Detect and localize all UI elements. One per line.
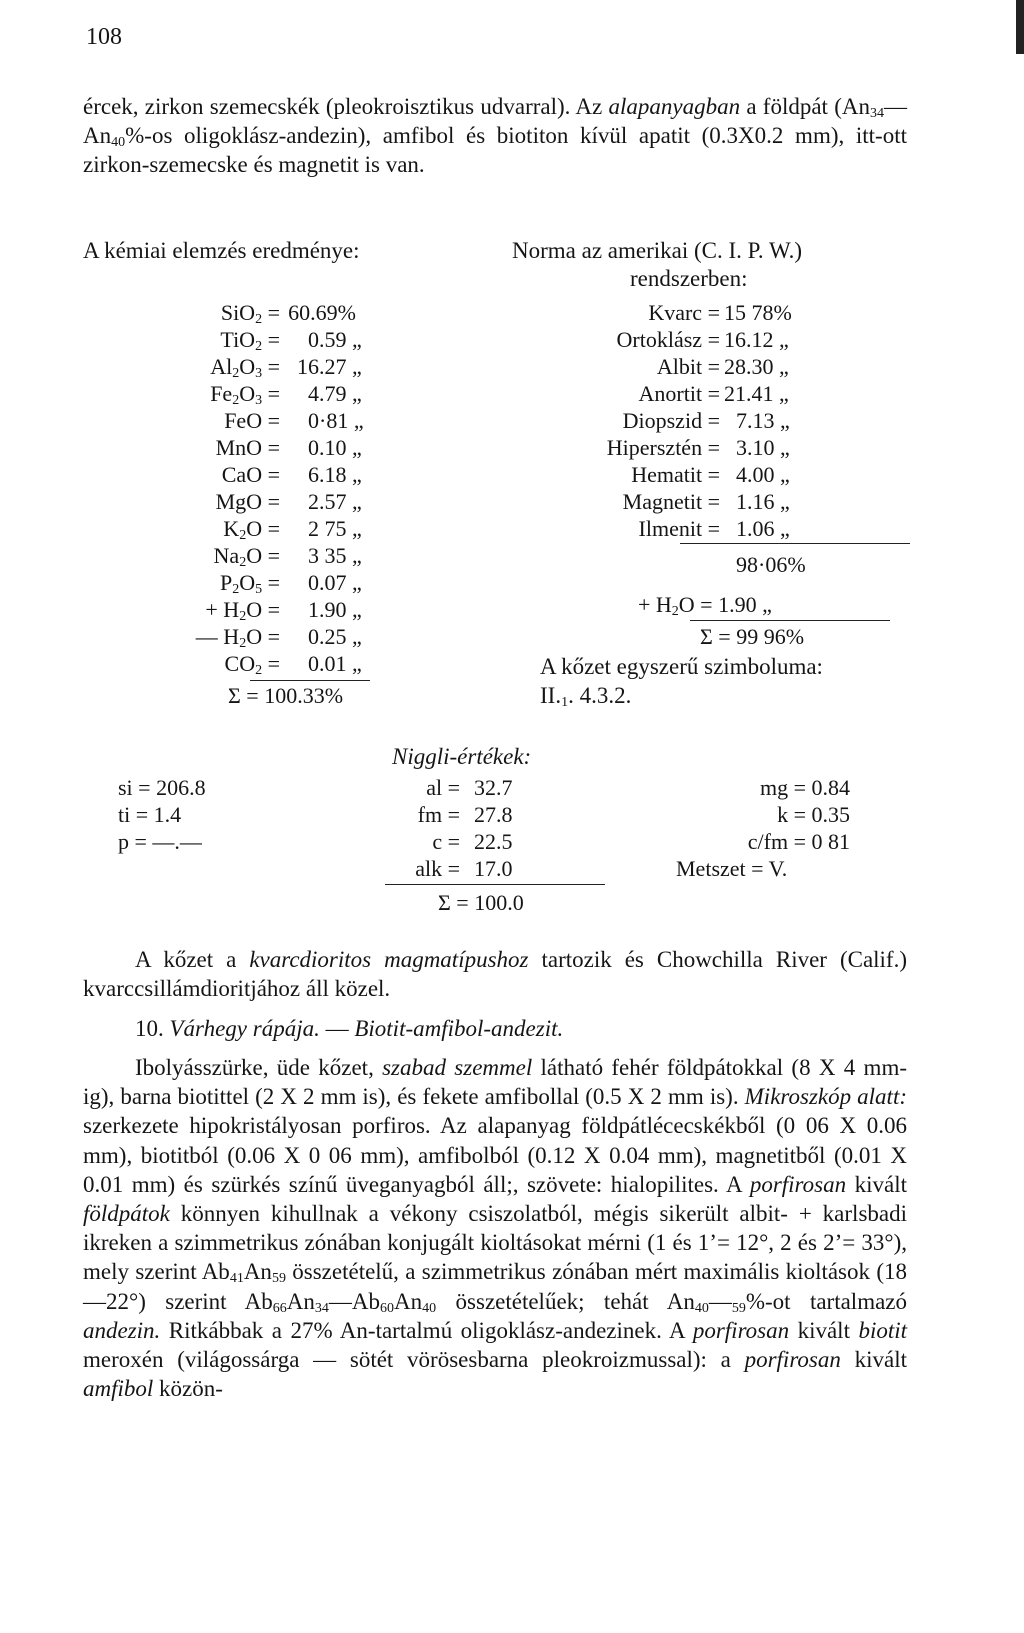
paragraph-intro: ércek, zirkon szemecskék (pleokroisztikus udvarral). Az alapanyagban a földpát ($An_{34}—An_{40}\%-os$ oligoklász-andezin), amfibol és biotiton kívül apatit (0.3X0.2 mm), itt-ott zirkon-szemecske és magnetit is van. bbox=[83, 94, 907, 178]
chem-name: TiO$_2$ = bbox=[220, 327, 280, 354]
niggli-title: Niggli-értékek: bbox=[392, 744, 532, 769]
norm-subtotal: 98·06% bbox=[736, 552, 806, 577]
chem-value: 16.27 „ bbox=[297, 354, 362, 379]
norm-value: 1.16 „ bbox=[736, 489, 790, 514]
niggli-al: al = bbox=[426, 775, 460, 800]
niggli-al-value: 32.7 bbox=[474, 775, 513, 800]
niggli-c-value: 22.5 bbox=[474, 829, 513, 854]
paragraph-description: Ibolyásszürke, üde kőzet, szabad szemmel látható fehér földpátokkal (8 X 4 mm-ig), barna biotittel (2 X 2 mm is), és fekete amfibollal (0.5 X 2 mm is). Mikroszkóp alatt: szerkezete hipokristályosan porfiros. Az alapanyag földpátlécecskékből (0 06 X 0.06 mm), biotitból (0.06 X 0 06 mm), amfibolból (0.12 X 0.04 mm), magnetitből (0.01 X 0.01 mm) és szürkés színű üveganyagból áll;, szövete: hialopilites. A porfirosan kivált földpátok könnyen kihullnak a vékony csiszolatból, mégis sikerült albit- + karlsbadi ikreken a szimmetrikus zónában konjugált kioltásokat mérni (1 és 1’= 12°, 2 és 2’= 33°), mely szerint $Ab_{41}An_{59}$ összetételű, a szimmetrikus zónában mért maximális kioltások (18—22°) szerint $Ab_{66}An_{34}—Ab_{60}An_{40}$ összetételűek; tehát $An_{40}—_{59}\%-ot$ tartalmazó andezin. Ritkábbak a 27% An-tartalmú oligoklász-andezinek. A porfirosan kivált biotit meroxén (világossárga — sötét vörösesbarna pleokroizmussal): a porfirosan kivált amfibol közön- bbox=[83, 1055, 908, 1402]
sum-rule bbox=[250, 680, 370, 681]
rock-symbol-value: $II._1$. 4.3.2. bbox=[540, 683, 632, 710]
chem-name: — $H_2O$ = bbox=[195, 624, 280, 651]
chem-value: 2.57 „ bbox=[308, 489, 362, 514]
norm-sum: Σ = 99 96% bbox=[700, 624, 805, 649]
chem-name: FeO = bbox=[224, 408, 280, 433]
page-number: 108 bbox=[86, 24, 122, 50]
chem-value: 4.79 „ bbox=[308, 381, 362, 406]
niggli-fm: fm = bbox=[417, 802, 460, 827]
rock-symbol-label: A kőzet egyszerű szimboluma: bbox=[540, 654, 823, 679]
scan-edge-mark bbox=[1016, 0, 1024, 54]
norm-value: 4.00 „ bbox=[736, 462, 790, 487]
norm-mineral: Hipersztén = bbox=[606, 435, 720, 460]
chem-value: 0.10 „ bbox=[308, 435, 362, 460]
niggli-sum: Σ = 100.0 bbox=[438, 890, 524, 915]
niggli-alk-value: 17.0 bbox=[474, 856, 513, 881]
niggli-p: p = —.— bbox=[118, 829, 202, 854]
norm-value: 21.41 „ bbox=[724, 381, 789, 406]
niggli-si: si = 206.8 bbox=[118, 775, 206, 800]
norm-value: 3.10 „ bbox=[736, 435, 790, 460]
chem-value: 0.01 „ bbox=[308, 651, 362, 676]
chem-value: 1.90 „ bbox=[308, 597, 362, 622]
niggli-c-fm: c/fm = 0 81 bbox=[747, 829, 850, 854]
norm-value: 7.13 „ bbox=[736, 408, 790, 433]
chem-name: $K_2O$ = bbox=[223, 516, 280, 543]
chem-value: 0.07 „ bbox=[308, 570, 362, 595]
niggli-sum-rule bbox=[385, 884, 605, 885]
chem-value: 3 35 „ bbox=[308, 543, 362, 568]
norm-value: 28.30 „ bbox=[724, 354, 789, 379]
niggli-c: c = bbox=[432, 829, 460, 854]
paragraph-comparison: A kőzet a kvarcdioritos magmatípushoz tartozik és Chowchilla River (Calif.) kvarccsillámdioritjához áll közel. bbox=[83, 947, 908, 1002]
norm-value: 1.06 „ bbox=[736, 516, 790, 541]
norm-value: 16.12 „ bbox=[724, 327, 789, 352]
chem-name: $Al_2O_3$ = bbox=[210, 354, 280, 381]
chem-value: 2 75 „ bbox=[308, 516, 362, 541]
chem-value: 0.59 „ bbox=[308, 327, 362, 352]
norm-mineral: Ilmenit = bbox=[638, 516, 720, 541]
chem-name: MgO = bbox=[215, 489, 280, 514]
norm-mineral: Magnetit = bbox=[622, 489, 720, 514]
chem-name: $Fe_2O_3$ = bbox=[210, 381, 280, 408]
norm-heading-2: rendszerben: bbox=[630, 266, 748, 291]
chem-name: SiO$_2$ = bbox=[220, 300, 280, 327]
chem-name: + $H_2O$ = bbox=[205, 597, 280, 624]
chem-name: $P_2O_5$ = bbox=[219, 570, 280, 597]
subtotal-rule bbox=[680, 543, 910, 544]
niggli-fm-value: 27.8 bbox=[474, 802, 513, 827]
norm-mineral: Hematit = bbox=[631, 462, 720, 487]
niggli-k: k = 0.35 bbox=[777, 802, 850, 827]
niggli-alk: alk = bbox=[415, 856, 460, 881]
chem-name: $CO_2$ = bbox=[224, 651, 280, 678]
niggli-mg: mg = 0.84 bbox=[759, 775, 850, 800]
norm-mineral: Ortoklász = bbox=[616, 327, 720, 352]
chem-value: 60.69% bbox=[288, 300, 356, 325]
norm-heading: Norma az amerikai (C. I. P. W.) bbox=[512, 238, 802, 263]
chem-name: CaO = bbox=[221, 462, 280, 487]
niggli-ti: ti = 1.4 bbox=[118, 802, 182, 827]
norm-value: 15 78% bbox=[724, 300, 792, 325]
norm-mineral: Anortit = bbox=[638, 381, 720, 406]
chem-heading: A kémiai elemzés eredménye: bbox=[83, 238, 360, 263]
section-type: Metszet = V. bbox=[676, 856, 788, 881]
chem-name: $Na_2O$ = bbox=[213, 543, 280, 570]
chem-value: 6.18 „ bbox=[308, 462, 362, 487]
sum-rule bbox=[690, 620, 890, 621]
chem-sum: Σ = 100.33% bbox=[228, 683, 344, 708]
section-heading: 10. Várhegy rápája. — Biotit-amfibol-andezit. bbox=[135, 1016, 564, 1041]
chem-value: 0·81 „ bbox=[308, 408, 364, 433]
norm-mineral: Diopszid = bbox=[622, 408, 720, 433]
norm-mineral: Kvarc = bbox=[648, 300, 720, 325]
norm-h2o: + $H_2O = 1.90$ „ bbox=[638, 592, 772, 619]
chem-value: 0.25 „ bbox=[308, 624, 362, 649]
norm-mineral: Albit = bbox=[656, 354, 720, 379]
chem-name: MnO = bbox=[215, 435, 280, 460]
